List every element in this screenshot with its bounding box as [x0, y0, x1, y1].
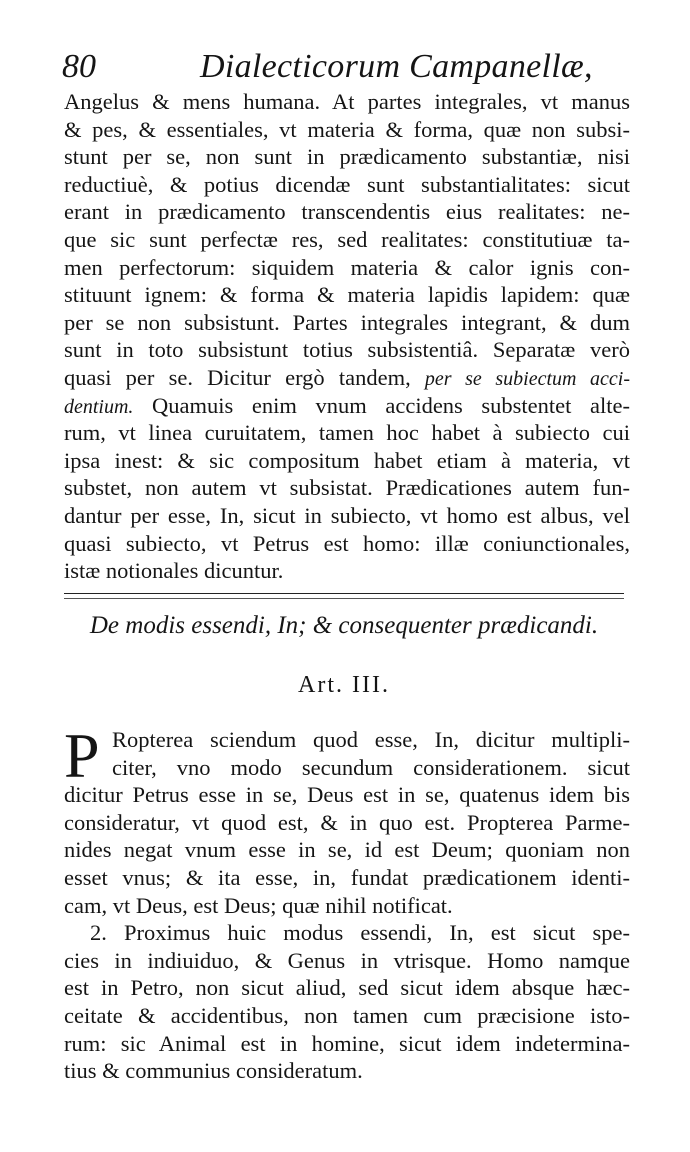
text-line: ceitate & accidentibus, non tamen cum præcisione isto- — [64, 1002, 630, 1028]
text-line: & pes, & essentiales, vt materia & forma, quæ non subsi- — [64, 116, 630, 142]
text-line: ipsa inest: & sic compositum habet etiam à materia, vt — [64, 447, 630, 473]
text-line: esset vnus; & ita esse, in, fundat prædicationem identi- — [64, 864, 630, 890]
section-title: De modis essendi, In; & consequenter prædicandi. — [89, 612, 599, 639]
text-line: dantur per esse, In, sicut in subiecto, vt homo est albus, vel — [64, 502, 630, 528]
article-label: Art. III. — [298, 672, 390, 698]
text-line: cam, vt Deus, est Deus; quæ nihil notificat. — [64, 892, 453, 918]
text-line: est in Petro, non sicut aliud, sed sicut idem absque hæc- — [64, 975, 630, 1001]
text-line: tius & communius consideratum. — [64, 1058, 363, 1084]
text-line: substet, non autem vt subsistat. Prædicationes autem fun- — [64, 475, 630, 501]
text-line: Angelus & mens humana. At partes integrales, vt manus — [64, 89, 630, 114]
italic-phrase: per se subiectum acci- — [424, 367, 631, 390]
text-line: istæ notionales dicuntur. — [64, 558, 284, 584]
text-line: que sic sunt perfectæ res, sed realitates: constitutiuæ ta- — [64, 226, 630, 252]
text-run: quasi per se. Dicitur ergò tandem, — [64, 364, 411, 390]
page-header — [62, 44, 622, 94]
text-line: rum: sic Animal est in homine, sicut idem indetermina- — [64, 1030, 630, 1056]
section-divider-thin — [64, 598, 624, 599]
text-line: rum, vt linea curuitatem, tamen hoc habet à subiecto cui — [64, 420, 630, 446]
text-line: per se non subsistunt. Partes integrales integrant, & dum — [64, 309, 630, 335]
section-divider — [64, 593, 624, 594]
text-line: reductiuè, & potius dicendæ sunt substantialitates: sicut — [64, 171, 630, 197]
text-line: 2. Proximus huic modus essendi, In, est sicut spe- — [90, 920, 630, 946]
text-line: sunt in toto subsistunt totius subsistentiâ. Separatæ verò — [64, 337, 630, 363]
text-line: dicitur Petrus esse in se, Deus est in se, quatenus idem bis — [64, 782, 630, 808]
text-line — [64, 364, 630, 392]
italic-phrase: dentium. — [64, 395, 134, 418]
text-line: cies in indiuiduo, & Genus in vtrisque. Homo namque — [64, 947, 630, 973]
text-line: erant in prædicamento transcendentis eius realitates: ne- — [64, 199, 630, 225]
text-line: consideratur, vt quod est, & in quo est. Propterea Parme- — [64, 809, 630, 835]
running-title: Dialecticorum Campanellæ, — [200, 48, 593, 85]
drop-cap: P — [64, 720, 100, 791]
text-line: men perfectorum: siquidem materia & calor ignis con- — [64, 254, 630, 280]
page-number: 80 — [62, 48, 96, 85]
text-line: quasi subiecto, vt Petrus est homo: illæ coniunctionales, — [64, 530, 630, 556]
text-line: stituunt ignem: & forma & materia lapidis lapidem: quæ — [64, 282, 630, 308]
text-line: nides negat vnum esse in se, id est Deum; quoniam non — [64, 837, 630, 863]
text-line — [64, 392, 630, 420]
text-line: stunt per se, non sunt in prædicamento substantiæ, nisi — [64, 144, 630, 170]
text-run: Quamuis enim vnum accidens substentet alte- — [152, 392, 630, 418]
text-line: citer, vno modo secundum considerationem. sicut — [112, 754, 630, 780]
article-paragraph — [64, 720, 630, 1085]
text-line: Ropterea sciendum quod esse, In, dicitur multipli- — [112, 727, 630, 752]
first-paragraph — [64, 88, 630, 585]
